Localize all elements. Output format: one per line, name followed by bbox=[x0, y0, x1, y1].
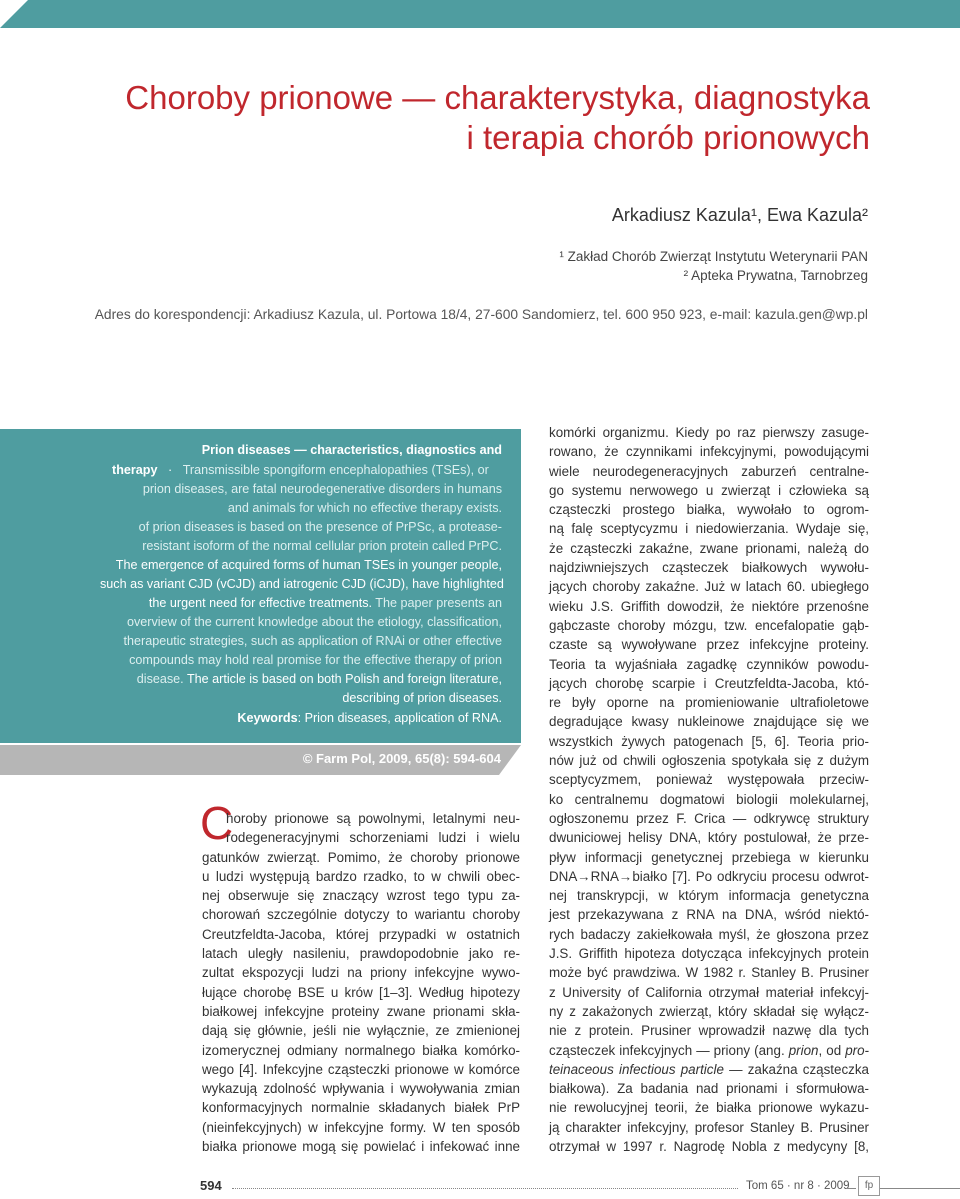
abstract-line: therapy · Transmissible spongiform encephalopathies (TSEs), or bbox=[112, 463, 489, 477]
text-line: ogłoszonemu przez F. Crica — odkrywcę struktury bbox=[549, 810, 869, 826]
text-line: teinaceous infectious particle — zakaźna cząsteczka bbox=[549, 1061, 869, 1077]
page-number: 594 bbox=[200, 1178, 222, 1193]
abstract-line: overview of the current knowledge about the etiology, classification, bbox=[127, 615, 502, 629]
footer-rule bbox=[846, 1188, 856, 1189]
text-line: Creutzfeldta-Jacoba, której przypadki w ostatnich bbox=[202, 926, 520, 942]
abstract-line: disease. The article is based on both Polish and foreign literature, bbox=[136, 672, 502, 686]
text-line: izomerycznej odmiany normalnego białka komórko- bbox=[202, 1042, 520, 1058]
abstract-line: prion diseases, are fatal neurodegenerative disorders in humans bbox=[142, 482, 502, 496]
affiliation-2: ² Apteka Prywatna, Tarnobrzeg bbox=[683, 268, 868, 283]
text-line: DNA→RNA→białko [7]. Po odkryciu procesu odwrot- bbox=[549, 868, 869, 884]
text-line: cząsteczek infekcyjnych — priony (ang. prion, od pro- bbox=[549, 1042, 870, 1058]
journal-logo: fp bbox=[858, 1176, 880, 1196]
text-line: nów już od chwili ogłoszenia spotykała się z dużym bbox=[549, 753, 869, 769]
text-line: wszystkich żywych patogenach [5, 6]. Teoria prio- bbox=[549, 733, 869, 749]
left-column bbox=[202, 809, 520, 1156]
text-line: nej obserwuje się znaczący wzrost tego typu za- bbox=[202, 888, 520, 904]
text-line: białkowej infekcyjne proteiny zwane prionami skła- bbox=[202, 1003, 520, 1019]
text-line: konformacyjnych normalnie składanych białek PrP bbox=[202, 1100, 520, 1116]
text-line: nie rewolucyjnej teorii, że białka prionowe wykazu- bbox=[549, 1100, 869, 1116]
top-color-bar bbox=[0, 0, 960, 28]
text-line: cząsteczki prostego białka, wywołało to ogrom- bbox=[549, 502, 869, 518]
authors: Arkadiusz Kazula¹, Ewa Kazula² bbox=[611, 205, 868, 225]
text-line: wego [4]. Infekcyjne cząsteczki prionowe w komórce bbox=[202, 1061, 520, 1077]
abstract-line: the urgent need for effective treatments. The paper presents an bbox=[148, 596, 502, 610]
text-line: zultat ekspozycji ludzi na priony infekcyjne wywo- bbox=[202, 965, 520, 981]
abstract-line: and animals for which no effective therapy exists. bbox=[227, 501, 502, 515]
text-line: rych badaczy zakiełkowała myśl, że głoszona przez bbox=[549, 926, 869, 942]
text-line: rodegeneracyjnymi schorzeniami ludzi i wielu bbox=[226, 830, 520, 846]
text-line: ną falę sceptycyzmu i niedowierzania. Wydaje się, bbox=[549, 521, 869, 537]
text-line: nej transkrypcji, w którym informacja genetyczna bbox=[549, 888, 869, 904]
footer-rule bbox=[880, 1188, 960, 1189]
text-line: ją charakter infekcyjny, profesor Stanley B. Prusiner bbox=[549, 1119, 869, 1135]
text-line: czaste są wywoływane przez infekcyjne proteiny. bbox=[549, 637, 869, 653]
text-line: chorowań szczególnie dotyczy to wariantu choroby bbox=[202, 907, 520, 923]
text-line: degradujące kwasy nukleinowe znajdujące się we bbox=[549, 714, 869, 730]
text-line: pływ informacji genetycznej przebiega w kierunku bbox=[549, 849, 869, 865]
abstract-line: compounds may hold real promise for the effective therapy of prion bbox=[129, 653, 502, 667]
text-line: nie z protein. Prusiner wprowadził nazwę dla tych bbox=[549, 1023, 869, 1039]
text-line: może być prawdziwa. W 1982 r. Stanley B. Prusiner bbox=[549, 965, 869, 981]
title-line-2: i terapia chorób prionowych bbox=[466, 119, 870, 156]
text-line: gatunków zwierząt. Pomimo, że choroby prionowe bbox=[202, 849, 520, 865]
text-line: że cząsteczki zakaźne, zwane prionami, należą do bbox=[549, 540, 869, 556]
text-line: komórki organizmu. Kiedy po raz pierwszy zasuge- bbox=[549, 425, 869, 440]
text-line: sceptycyzmem, ponieważ występowała przeciw- bbox=[549, 772, 869, 788]
text-line: re były oporne na promieniowanie ultrafioletowe bbox=[549, 695, 869, 711]
text-line: wiele neurodegeneracyjnych zaburzeń centralne- bbox=[549, 463, 869, 479]
text-line: go systemu nerwowego u zwierząt i człowieka są bbox=[549, 482, 869, 498]
text-line: rowano, że czynnikami infekcyjnymi, powodującymi bbox=[549, 444, 869, 460]
text-line: dwuniciowej helisy DNA, który postulował, że prze- bbox=[549, 830, 869, 846]
abstract-line: describing of prion diseases. bbox=[342, 691, 502, 705]
right-column bbox=[549, 423, 869, 1156]
text-line: ny z zakażonych zwierząt, który składał się wyłącz- bbox=[549, 1003, 869, 1019]
text-line: najdziwniejszych cząsteczek białkowych wywołu- bbox=[549, 560, 869, 576]
text-line: gąbczaste choroby mózgu, tzw. encefalopatie gąb- bbox=[549, 617, 869, 633]
text-line: jących choroby zakaźne. Już w latach 60. ubiegłego bbox=[549, 579, 869, 595]
text-line: Teoria ta wyjaśniała zagadkę czynników powodu- bbox=[549, 656, 869, 672]
abstract-line: therapeutic strategies, such as application of RNAi or other effective bbox=[123, 634, 502, 648]
text-line: białkowa). Za badania nad prionami i sformułowa- bbox=[549, 1081, 869, 1097]
text-line: dają się głównie, jeśli nie wyłącznie, ze zmienionej bbox=[202, 1023, 520, 1039]
citation-bar bbox=[0, 745, 521, 775]
citation: © Farm Pol, 2009, 65(8): 594-604 bbox=[302, 751, 501, 766]
text-line: jących chorobę scarpie i Creutzfeldta-Jacoba, któ- bbox=[549, 675, 869, 691]
title-line-1: Choroby prionowe — charakterystyka, diagnostyka bbox=[125, 79, 870, 116]
abstract-line: resistant isoform of the normal cellular prion protein called PrPC. bbox=[142, 539, 502, 553]
text-line: białka prionowe mogą się powielać i infekować inne bbox=[202, 1139, 520, 1155]
abstract-title-line: Prion diseases — characteristics, diagnostics and bbox=[201, 443, 502, 457]
text-line: wieku J.S. Griffith dowodził, że niektóre przenośne bbox=[549, 598, 869, 614]
footer-dotted-rule bbox=[232, 1188, 738, 1189]
drop-cap: C bbox=[200, 797, 234, 849]
text-line: ko centralnemu dogmatowi biologii molekularnej, bbox=[549, 791, 869, 807]
text-line: horoby prionowe są powolnymi, letalnymi neu- bbox=[226, 811, 520, 826]
abstract-line: such as variant CJD (vCJD) and iatrogenic CJD (iCJD), have highlighted bbox=[100, 577, 504, 591]
text-line: otrzymał w 1997 r. Nagrodę Nobla z medycyny [8, bbox=[549, 1138, 869, 1154]
text-line: (nieinfekcyjnych) w infekcyjne formy. W ten sposób bbox=[202, 1119, 520, 1135]
text-line: z University of California otrzymał materiał infekcyj- bbox=[549, 984, 869, 1000]
article-title bbox=[90, 78, 870, 158]
affiliation-1: ¹ Zakład Chorób Zwierząt Instytutu Weterynarii PAN bbox=[559, 249, 868, 264]
correspondence-address: Adres do korespondencji: Arkadiusz Kazula, ul. Portowa 18/4, 27-600 Sandomierz, tel. 600 950 923, e-mail: kazula.gen@wp.pl bbox=[94, 307, 868, 322]
text-line: J.S. Griffith hipoteza dotycząca infekcyjnych protein bbox=[549, 946, 869, 962]
text-line: u ludzi występują bardzo rzadko, to w chwili obec- bbox=[202, 868, 520, 884]
text-line: latach uległy nasileniu, prawdopodobnie jako re- bbox=[202, 946, 520, 962]
text-line: wykazują zdolność wpływania i wywoływania zmian bbox=[202, 1081, 520, 1097]
keywords-line: Keywords: Prion diseases, application of RNA. bbox=[237, 711, 502, 725]
issue-info: Tom 65 · nr 8 · 2009 bbox=[746, 1180, 850, 1192]
text-line: łujące chorobę BSE u krów [1–3]. Według hipotezy bbox=[202, 984, 520, 1000]
abstract-line: of prion diseases is based on the presence of PrPSc, a protease- bbox=[138, 520, 502, 534]
abstract-line: The emergence of acquired forms of human TSEs in younger people, bbox=[115, 558, 502, 572]
abstract-box bbox=[0, 429, 521, 743]
text-line: jest przekazywana z RNA na DNA, wśród niektó- bbox=[549, 907, 869, 923]
